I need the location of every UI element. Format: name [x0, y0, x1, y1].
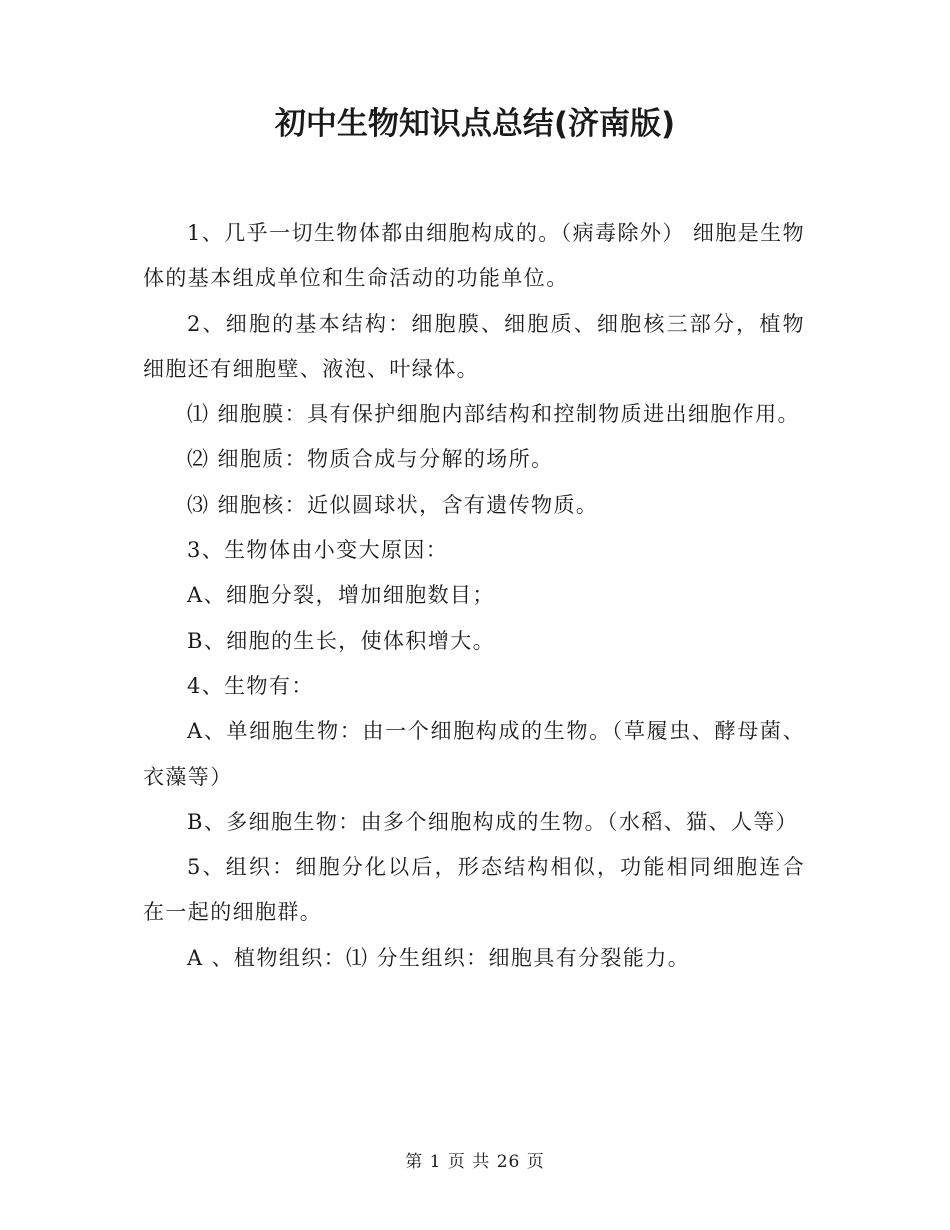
- paragraph-4: ⑵ 细胞质：物质合成与分解的场所。: [187, 447, 554, 472]
- paragraph-13: A 、植物组织：⑴ 分生组织：细胞具有分裂能力。: [187, 945, 691, 970]
- paragraph-3: ⑴ 细胞膜：具有保护细胞内部结构和控制物质进出细胞作用。: [187, 402, 800, 427]
- paragraph-10: A、单细胞生物：由一个细胞构成的生物。（草履虫、酵母菌、衣藻等）: [143, 719, 805, 789]
- paragraph-1: 1、几乎一切生物体都由细胞构成的。（病毒除外） 细胞是生物体的基本组成单位和生命活动的功能单位。: [143, 221, 805, 291]
- paragraph-11: B、多细胞生物：由多个细胞构成的生物。（水稻、猫、人等）: [187, 809, 799, 834]
- paragraph-5: ⑶ 细胞核：近似圆球状，含有遗传物质。: [187, 492, 599, 517]
- paragraph-12: 5、组织：细胞分化以后，形态结构相似，功能相同细胞连合在一起的细胞群。: [143, 855, 805, 925]
- paragraph-6: 3、生物体由小变大原因：: [187, 538, 449, 563]
- document-body: [143, 211, 805, 981]
- page-number-footer: 第 1 页 共 26 页: [405, 1152, 545, 1172]
- paragraph-7: A、细胞分裂，增加细胞数目；: [187, 583, 495, 608]
- document-title: 初中生物知识点总结(济南版): [274, 106, 676, 142]
- paragraph-9: 4、生物有：: [187, 673, 314, 698]
- paragraph-2: 2、细胞的基本结构：细胞膜、细胞质、细胞核三部分，植物细胞还有细胞壁、液泡、叶绿体。: [143, 311, 805, 381]
- paragraph-8: B、细胞的生长，使体积增大。: [187, 628, 496, 653]
